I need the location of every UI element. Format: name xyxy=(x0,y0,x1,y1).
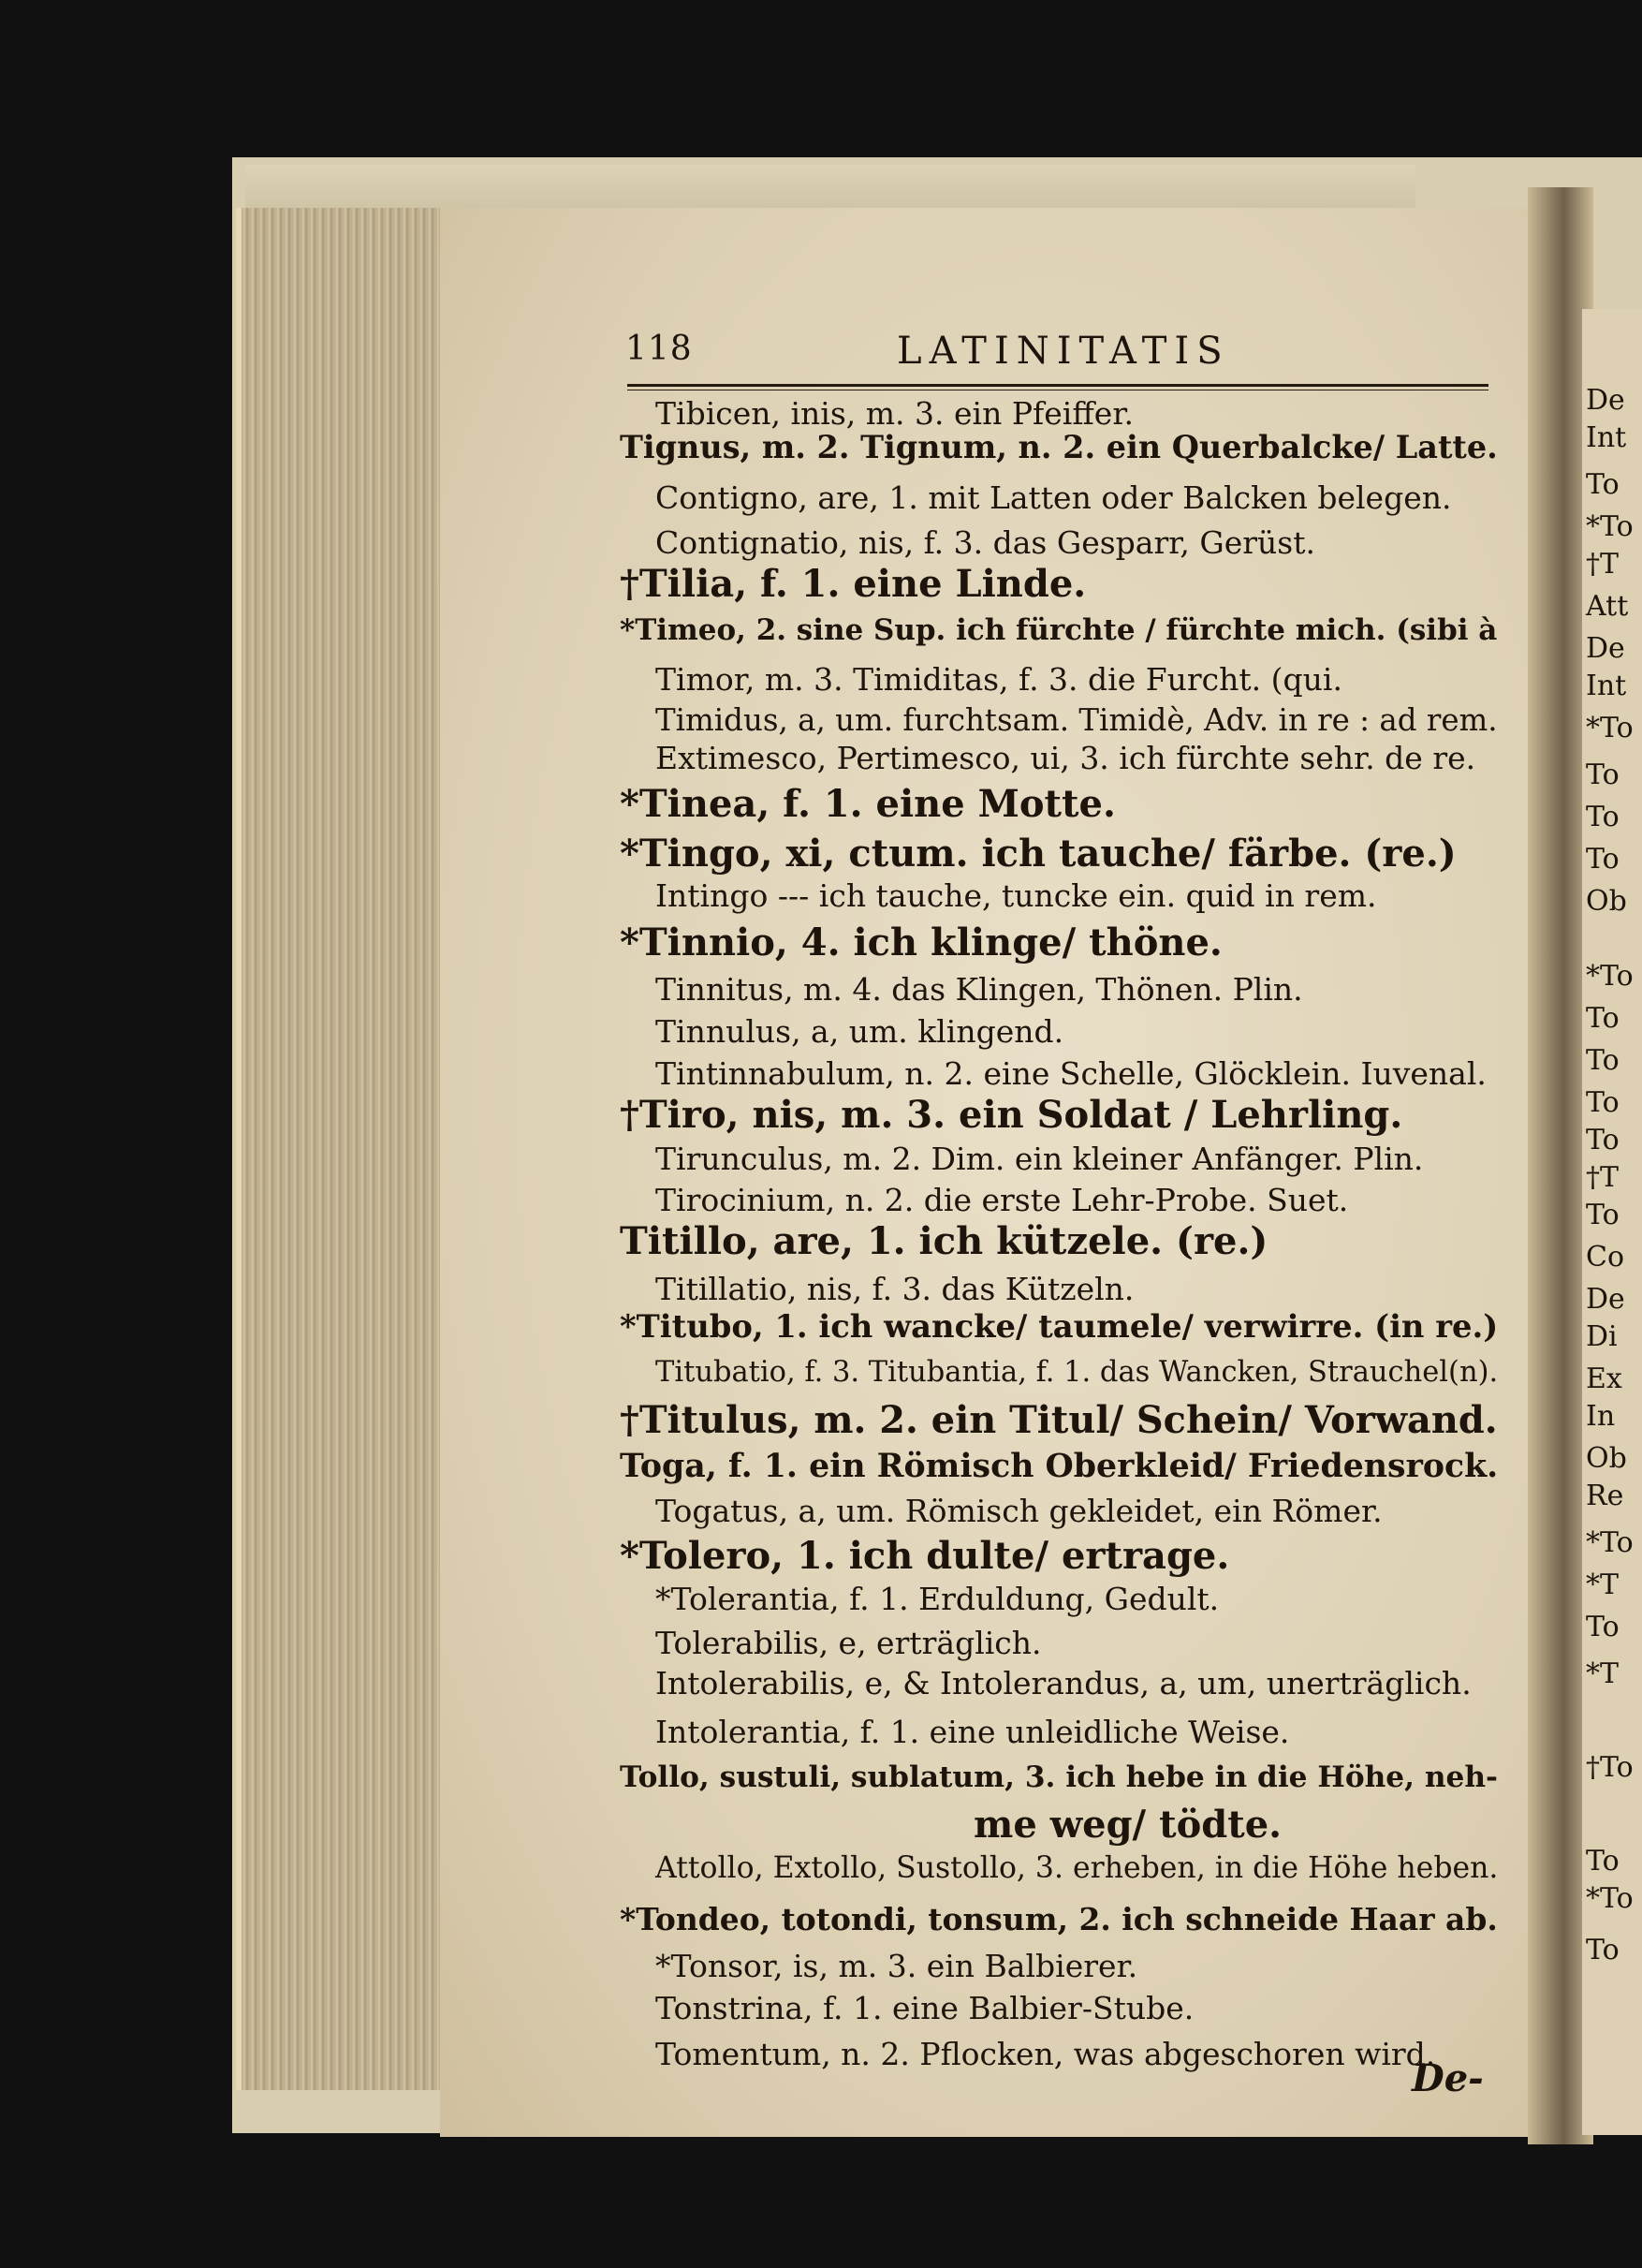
dictionary-entry: Tirunculus, m. 2. Dim. ein kleiner Anfänger. Plin. xyxy=(655,1141,1424,1177)
right-page-line: †T xyxy=(1586,1161,1620,1194)
dictionary-entry: Titillo, are, 1. ich kützele. (re.) xyxy=(620,1219,1268,1263)
page-number: 118 xyxy=(625,330,693,368)
dictionary-entry: Intolerantia, f. 1. eine unleidliche Weise. xyxy=(655,1714,1290,1750)
dictionary-entry: *Tolero, 1. ich dulte/ ertrage. xyxy=(620,1534,1230,1578)
dictionary-entry: †Tilia, f. 1. eine Linde. xyxy=(620,562,1087,606)
dictionary-entry: Titillatio, nis, f. 3. das Kützeln. xyxy=(655,1271,1135,1307)
right-page-line: To xyxy=(1586,1124,1620,1156)
dictionary-entry: *Tingo, xi, ctum. ich tauche/ färbe. (re.) xyxy=(620,832,1457,876)
right-page-line: Co xyxy=(1586,1241,1625,1274)
dictionary-entry: Tollo, sustuli, sublatum, 3. ich hebe in die Höhe, neh- xyxy=(620,1760,1499,1794)
book-top-edge xyxy=(245,165,1415,212)
right-page-line: De xyxy=(1586,1283,1625,1316)
dictionary-entry: Tomentum, n. 2. Pflocken, was abgeschoren wird. xyxy=(655,2036,1436,2072)
dictionary-entry: Tintinnabulum, n. 2. eine Schelle, Glöcklein. Iuvenal. xyxy=(655,1055,1487,1092)
right-page-line: *To xyxy=(1586,960,1634,993)
catchword: De- xyxy=(1412,2056,1484,2100)
right-page-line: De xyxy=(1586,384,1625,417)
right-page-line: Int xyxy=(1586,670,1627,702)
right-page-fragment xyxy=(1582,309,1642,2135)
dictionary-entry: *Titubo, 1. ich wancke/ taumele/ verwirre. (in re.) xyxy=(620,1307,1499,1345)
dictionary-entry: Tibicen, inis, m. 3. ein Pfeiffer. xyxy=(655,395,1134,432)
dictionary-entry: Tolerabilis, e, erträglich. xyxy=(655,1625,1042,1661)
dictionary-entry: Tignus, m. 2. Tignum, n. 2. ein Querbalcke/ Latte. xyxy=(620,429,1498,465)
dictionary-entry: Tonstrina, f. 1. eine Balbier-Stube. xyxy=(655,1990,1195,2026)
dictionary-entry: Togatus, a, um. Römisch gekleidet, ein Römer. xyxy=(655,1493,1383,1529)
right-page-line: Ex xyxy=(1586,1362,1622,1395)
dictionary-entry: Tirocinium, n. 2. die erste Lehr-Probe. Suet. xyxy=(655,1182,1349,1218)
dictionary-entry: Intolerabilis, e, & Intolerandus, a, um, unerträglich. xyxy=(655,1665,1472,1701)
page-header xyxy=(625,330,1505,386)
right-page-line: *To xyxy=(1586,1526,1634,1559)
right-page-line: To xyxy=(1586,1611,1620,1643)
dictionary-entry: Contignatio, nis, f. 3. das Gesparr, Gerüst. xyxy=(655,524,1315,561)
dictionary-entry: *Tolerantia, f. 1. Erduldung, Gedult. xyxy=(655,1581,1220,1617)
dictionary-entry: *Tonsor, is, m. 3. ein Balbierer. xyxy=(655,1948,1138,1984)
dictionary-entry: Attollo, Extollo, Sustollo, 3. erheben, in die Höhe heben. xyxy=(655,1851,1499,1885)
header-rule xyxy=(627,384,1488,390)
dictionary-entry: Intingo --- ich tauche, tuncke ein. quid in rem. xyxy=(655,877,1377,914)
right-page-line: To xyxy=(1586,1002,1620,1035)
book-page-edges xyxy=(236,208,457,2090)
dictionary-entry: *Tondeo, totondi, tonsum, 2. ich schneide Haar ab. xyxy=(620,1901,1498,1937)
dictionary-entry: Timidus, a, um. furchtsam. Timidè, Adv. in re : ad rem. xyxy=(655,702,1498,738)
running-head: LATINITATIS xyxy=(897,330,1230,373)
dictionary-entry: *Tinea, f. 1. eine Motte. xyxy=(620,782,1116,826)
right-page-line: To xyxy=(1586,1199,1620,1231)
right-page-line: De xyxy=(1586,632,1625,665)
dictionary-entry: Tinnulus, a, um. klingend. xyxy=(655,1013,1064,1050)
dictionary-entry: Contigno, are, 1. mit Latten oder Balcken belegen. xyxy=(655,479,1452,516)
dictionary-entry: *Tinnio, 4. ich klinge/ thöne. xyxy=(620,920,1223,965)
right-page-line: Ob xyxy=(1586,885,1627,918)
right-page-line: To xyxy=(1586,843,1620,876)
right-page-line: †To xyxy=(1586,1751,1634,1784)
dictionary-entry: *Timeo, 2. sine Sup. ich fürchte / fürchte mich. (sibi à xyxy=(620,613,1498,647)
right-page-line: Att xyxy=(1586,590,1629,623)
right-page-line: *T xyxy=(1586,1568,1620,1601)
right-page-line: Re xyxy=(1586,1480,1624,1512)
right-page-line: *To xyxy=(1586,510,1634,543)
dictionary-entry: †Titulus, m. 2. ein Titul/ Schein/ Vorwand. xyxy=(620,1399,1498,1442)
right-page-line: To xyxy=(1586,1086,1620,1119)
right-page-line: *To xyxy=(1586,712,1634,744)
right-page-line: †T xyxy=(1586,548,1620,581)
dictionary-entry: Toga, f. 1. ein Römisch Oberkleid/ Friedensrock. xyxy=(620,1447,1499,1485)
dictionary-entry: Tinnitus, m. 4. das Klingen, Thönen. Plin. xyxy=(655,971,1303,1008)
right-page-line: In xyxy=(1586,1400,1616,1433)
right-page-line: To xyxy=(1586,468,1620,501)
right-page-line: To xyxy=(1586,1845,1620,1878)
right-page-line: Int xyxy=(1586,421,1627,454)
right-page-line: To xyxy=(1586,1934,1620,1966)
right-page-line: To xyxy=(1586,758,1620,791)
right-page-line: Ob xyxy=(1586,1442,1627,1475)
dictionary-entry: me weg/ tödte. xyxy=(974,1803,1283,1847)
right-page-line: *T xyxy=(1586,1657,1620,1690)
right-page-line: *To xyxy=(1586,1882,1634,1915)
dictionary-entry: †Tiro, nis, m. 3. ein Soldat / Lehrling. xyxy=(620,1093,1403,1137)
right-page-line: Di xyxy=(1586,1320,1618,1353)
dictionary-entry: Extimesco, Pertimesco, ui, 3. ich fürchte sehr. de re. xyxy=(655,740,1476,776)
dictionary-entry: Timor, m. 3. Timiditas, f. 3. die Furcht. (qui. xyxy=(655,661,1342,698)
right-page-line: To xyxy=(1586,1044,1620,1077)
right-page-line: To xyxy=(1586,801,1620,833)
dictionary-entry: Titubatio, f. 3. Titubantia, f. 1. das Wancken, Strauchel(n). xyxy=(655,1356,1499,1389)
